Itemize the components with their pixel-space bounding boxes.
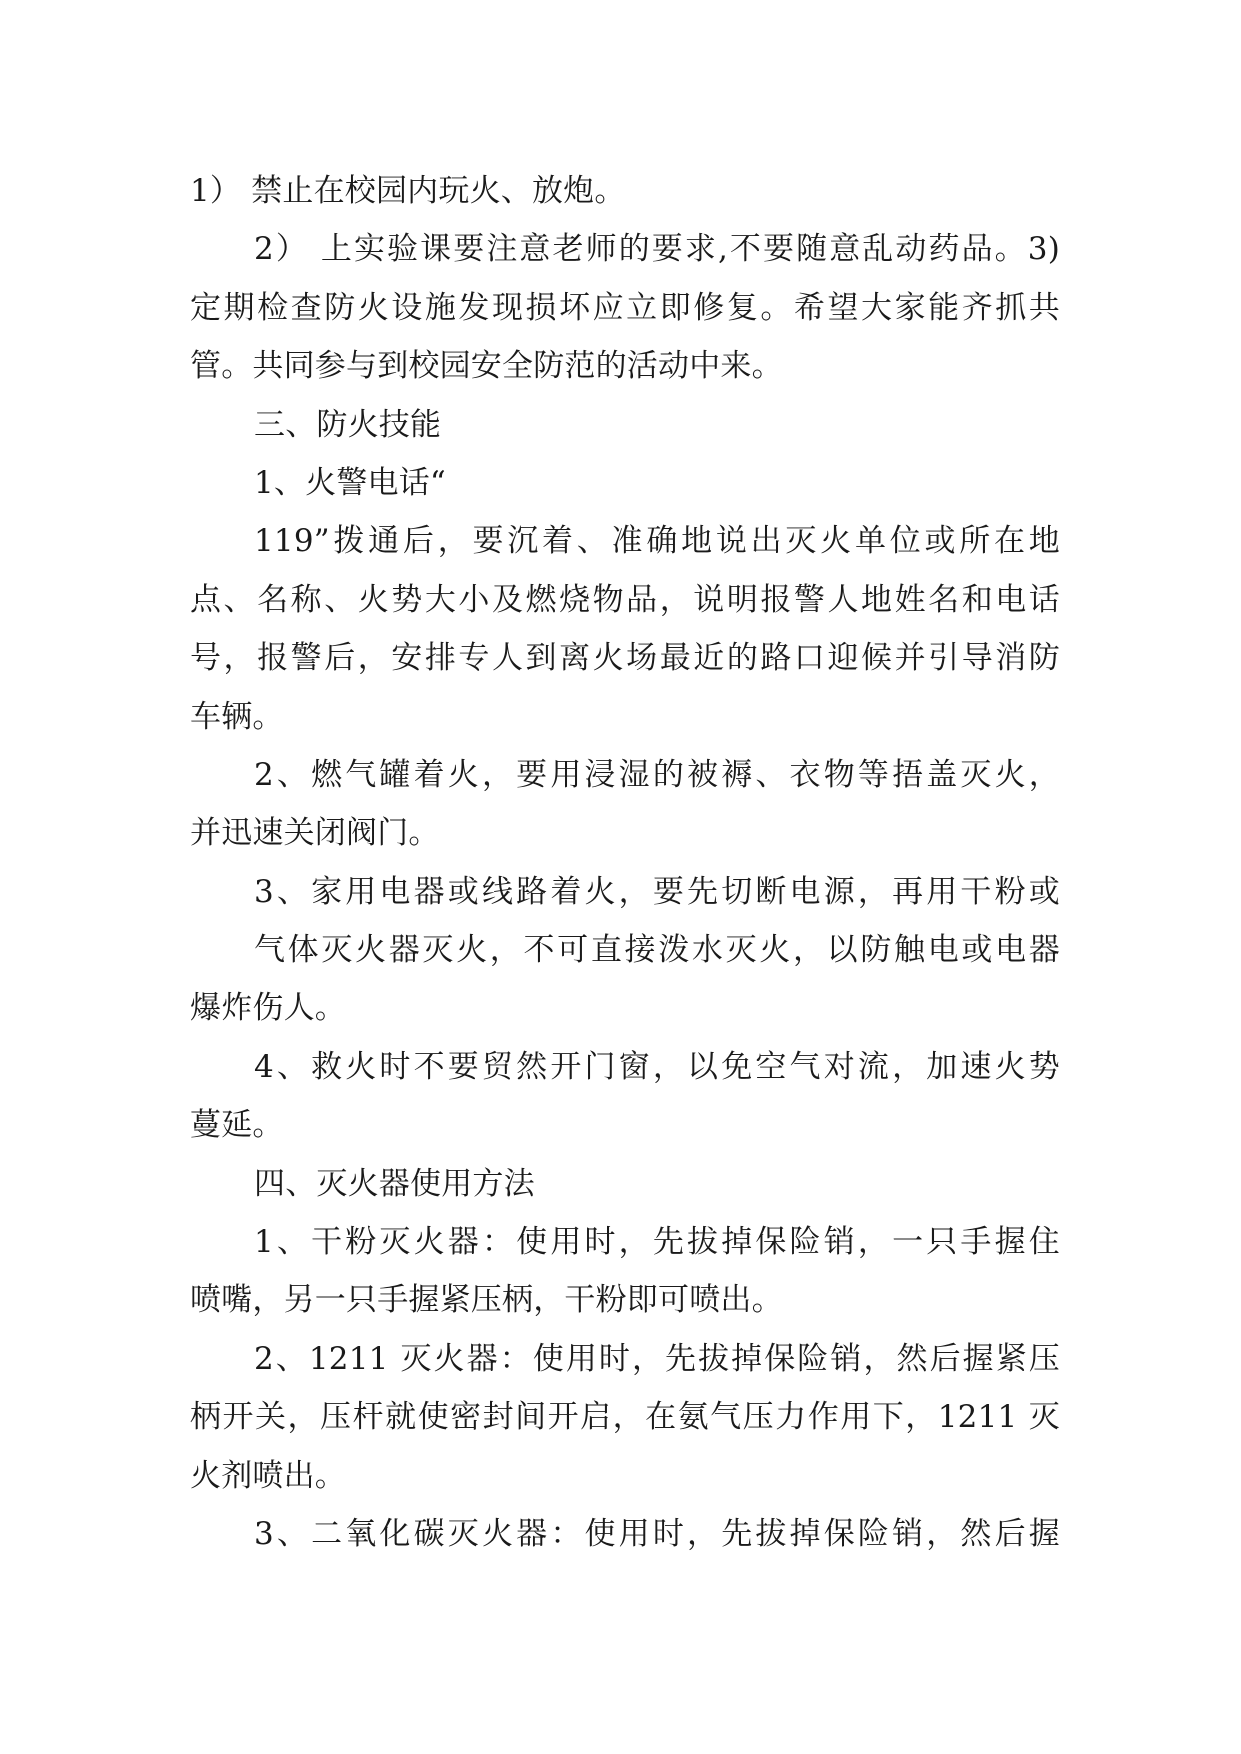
text-line: 119”拨通后，要沉着、准确地说出灭火单位或所在地 xyxy=(254,523,1060,560)
text-line: 1、干粉灭火器：使用时，先拔掉保险销，一只手握住 xyxy=(254,1224,1060,1261)
text-line: 车辆。 xyxy=(190,698,284,735)
text-line: 定期检查防火设施发现损坏应立即修复。希望大家能齐抓共 xyxy=(190,289,1060,326)
text-line: 号，报警后，安排专人到离火场最近的路口迎候并引导消防 xyxy=(190,640,1060,677)
text-line: 爆炸伤人。 xyxy=(190,990,346,1027)
text-line: 火剂喷出。 xyxy=(190,1457,346,1494)
text-line: 柄开关，压杆就使密封间开启，在氨气压力作用下，1211 灭 xyxy=(190,1399,1060,1436)
text-line: 并迅速关闭阀门。 xyxy=(190,815,440,852)
text-line: 3、家用电器或线路着火，要先切断电源，再用干粉或 xyxy=(254,873,1060,910)
text-line: 喷嘴，另一只手握紧压柄，干粉即可喷出。 xyxy=(190,1282,783,1319)
text-line: 2、燃气罐着火，要用浸湿的被褥、衣物等捂盖灭火， xyxy=(254,756,1060,793)
text-line: 3、二氧化碳灭火器：使用时，先拔掉保险销，然后握 xyxy=(254,1515,1060,1552)
body-text xyxy=(190,162,1060,1563)
text-line: 4、救火时不要贸然开门窗，以免空气对流，加速火势 xyxy=(254,1048,1060,1085)
text-line: 三、防火技能 xyxy=(254,406,442,443)
text-line: 管。共同参与到校园安全防范的活动中来。 xyxy=(190,348,783,385)
text-line: 气体灭火器灭火，不可直接泼水灭火，以防触电或电器 xyxy=(254,932,1060,969)
text-line: 1） 禁止在校园内玩火、放炮。 xyxy=(190,173,626,209)
text-line: 2） 上实验课要注意老师的要求,不要随意乱动药品。3) xyxy=(254,231,1060,268)
text-line: 点、名称、火势大小及燃烧物品，说明报警人地姓名和电话 xyxy=(190,581,1060,618)
text-line: 1、火警电话“ xyxy=(254,464,446,501)
text-line: 2、1211 灭火器：使用时，先拔掉保险销，然后握紧压 xyxy=(254,1340,1060,1377)
text-line: 蔓延。 xyxy=(190,1107,284,1144)
text-line: 四、灭火器使用方法 xyxy=(254,1165,535,1202)
